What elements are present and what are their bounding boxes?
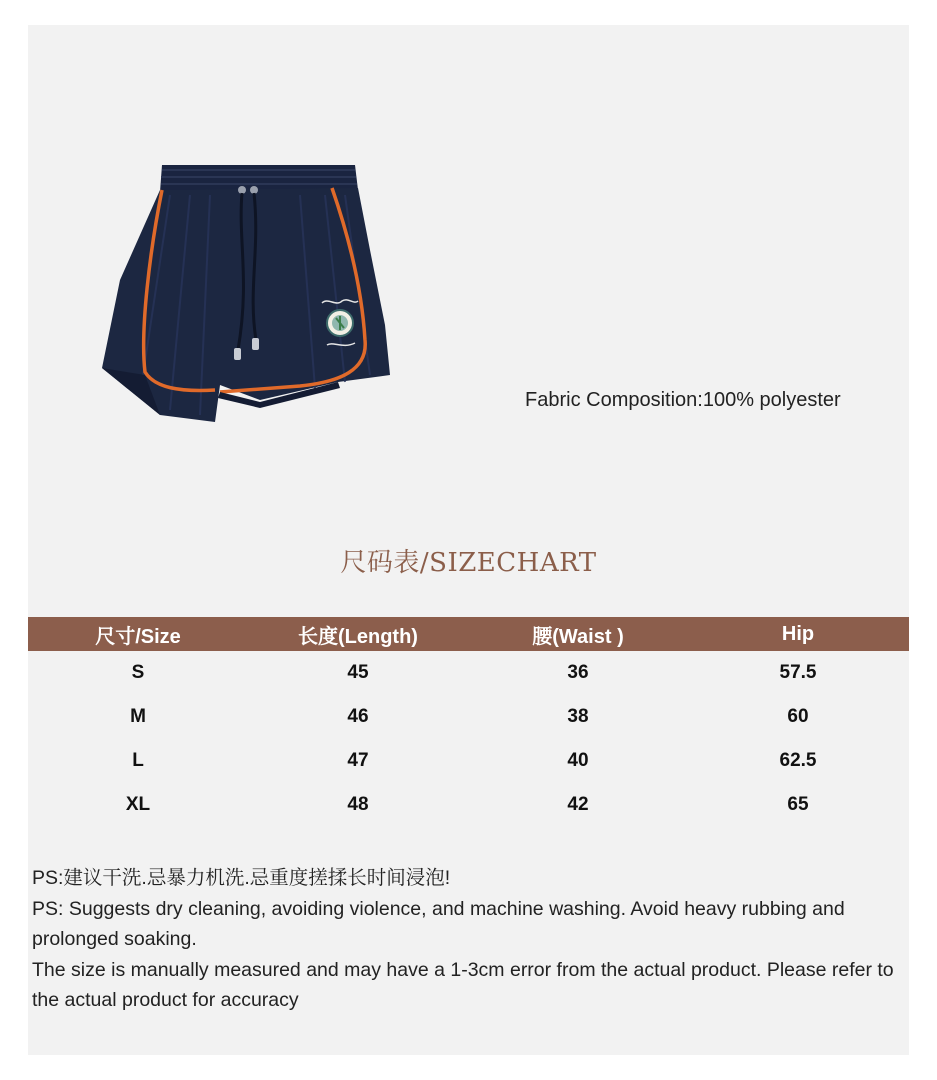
table-header (28, 617, 909, 651)
table-row (28, 651, 909, 695)
cell-waist: 36 (567, 662, 589, 683)
cell-hip: 62.5 (779, 750, 817, 771)
header-size: 尺寸/Size (95, 625, 181, 648)
header-waist: 腰(Waist ) (532, 625, 624, 648)
cell-waist: 40 (567, 750, 589, 771)
size-table (28, 617, 909, 827)
care-note-cn: PS:建议干洗.忌暴力机洗.忌重度搓揉长时间浸泡! (32, 867, 451, 889)
cell-size: M (130, 706, 146, 727)
cell-waist: 42 (567, 794, 589, 815)
table-row (28, 739, 909, 783)
care-notes (32, 863, 902, 1016)
cell-length: 46 (347, 706, 369, 727)
cell-size: L (132, 750, 144, 771)
cell-length: 45 (347, 662, 369, 683)
fabric-composition: Fabric Composition:100% polyester (525, 389, 841, 411)
cell-hip: 60 (787, 706, 809, 727)
header-hip: Hip (781, 622, 815, 645)
cell-hip: 57.5 (779, 662, 817, 683)
cell-size: XL (125, 794, 151, 815)
care-note-en: PS: Suggests dry cleaning, avoiding violence, and machine washing. Avoid heavy rubbing and prolonged soaking. (32, 897, 845, 950)
cell-size: S (131, 662, 145, 683)
cell-length: 48 (347, 794, 369, 815)
cell-length: 47 (347, 750, 369, 771)
product-image (100, 160, 400, 435)
cell-waist: 38 (567, 706, 589, 727)
table-row (28, 783, 909, 827)
table-row (28, 695, 909, 739)
cell-hip: 65 (787, 794, 809, 815)
size-disclaimer: The size is manually measured and may have a 1-3cm error from the actual product. Please refer to the actual product for accuracy (32, 958, 894, 1011)
content-panel (28, 25, 909, 1055)
header-length: 长度(Length) (298, 625, 418, 648)
size-chart-title: 尺码表/SIZECHART (340, 548, 597, 578)
